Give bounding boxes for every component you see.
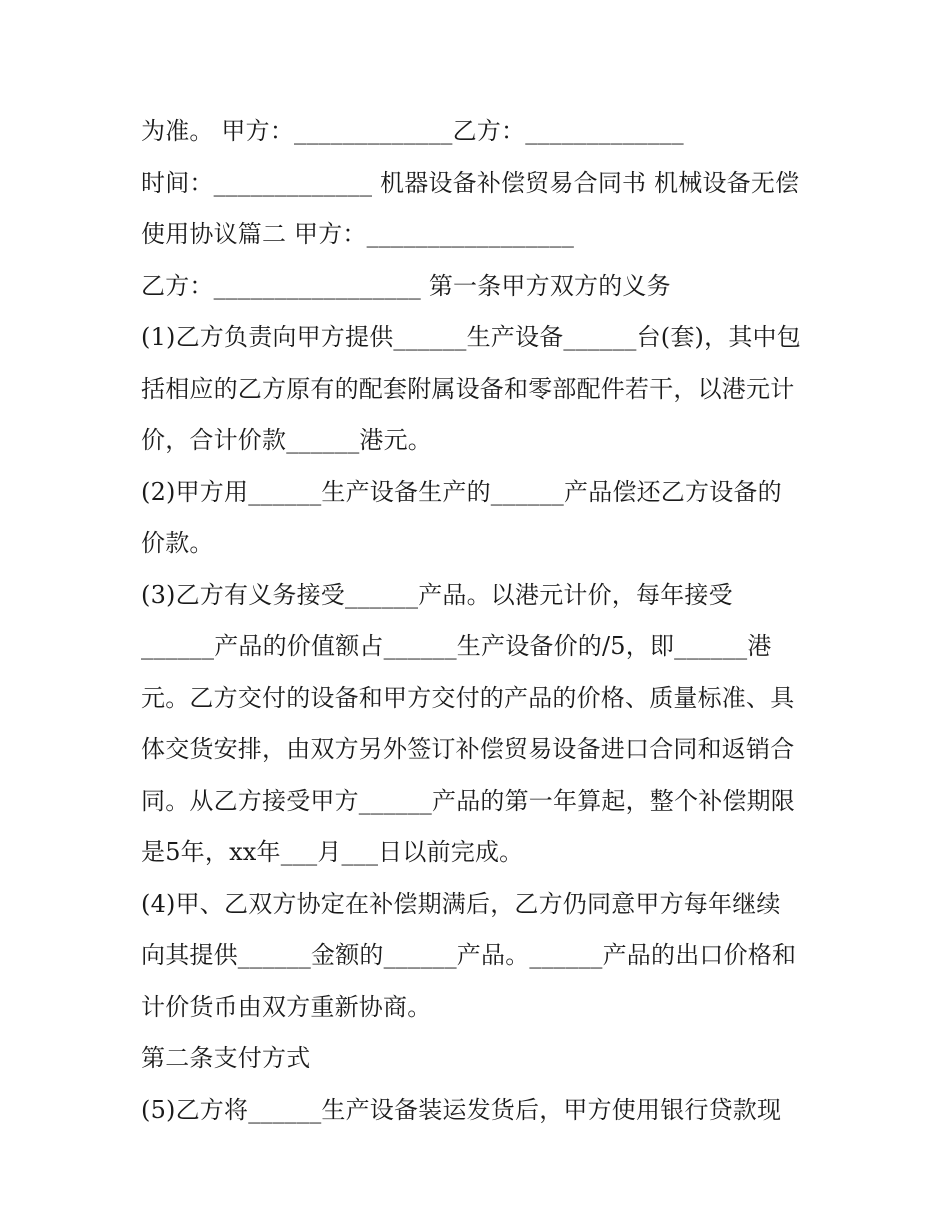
- text-line-clause-1-cont: 括相应的乙方原有的配套附属设备和零部配件若干，以港元计: [141, 374, 795, 403]
- text-line-clause-3-cont: 同。从乙方接受甲方______产品的第一年算起，整个补偿期限: [141, 786, 795, 815]
- text-line-clause-4-cont: 向其提供______金额的______产品。______产品的出口价格和: [141, 941, 797, 969]
- text-line-clause-3-cont: ______产品的价值额占______生产设备价的/5，即______港: [141, 632, 772, 660]
- text-line-clause-1-end: 价，合计价款______港元。: [141, 426, 432, 454]
- text-line-clause-3-end: 是5年，xx年___月___日以前完成。: [141, 838, 524, 866]
- text-line-clause-1: (1)乙方负责向甲方提供______生产设备______台(套)，其中包: [141, 323, 801, 351]
- text-line-clause-3-cont: 体交货安排，由双方另外签订补偿贸易设备进口合同和返销合: [141, 735, 795, 763]
- text-line-clause-2: (2)甲方用______生产设备生产的______产品偿还乙方设备的: [141, 477, 782, 506]
- text-line-clause-3: (3)乙方有义务接受______产品。以港元计价，每年接受: [141, 580, 733, 609]
- text-line-title: 使用协议篇二 甲方：_________________: [141, 220, 575, 248]
- text-line-article-1-heading: 乙方：_________________ 第一条甲方双方的义务: [141, 271, 671, 300]
- text-line-signatures: 为准。 甲方：_____________乙方：_____________: [141, 117, 684, 145]
- contract-text: [141, 106, 821, 1136]
- text-line-clause-5: (5)乙方将______生产设备装运发货后，甲方使用银行贷款现: [141, 1095, 782, 1124]
- text-line-article-2-heading: 第二条支付方式: [141, 1044, 311, 1072]
- text-line-clause-4-end: 计价货币由双方重新协商。: [141, 992, 432, 1021]
- text-line-time: 时间：_____________ 机器设备补偿贸易合同书 机械设备无偿: [141, 168, 800, 197]
- text-line-clause-2-end: 价款。: [141, 529, 214, 557]
- text-line-clause-3-cont: 元。乙方交付的设备和甲方交付的产品的价格、质量标准、具: [141, 683, 795, 712]
- text-line-clause-4: (4)甲、乙双方协定在补偿期满后，乙方仍同意甲方每年继续: [141, 889, 781, 918]
